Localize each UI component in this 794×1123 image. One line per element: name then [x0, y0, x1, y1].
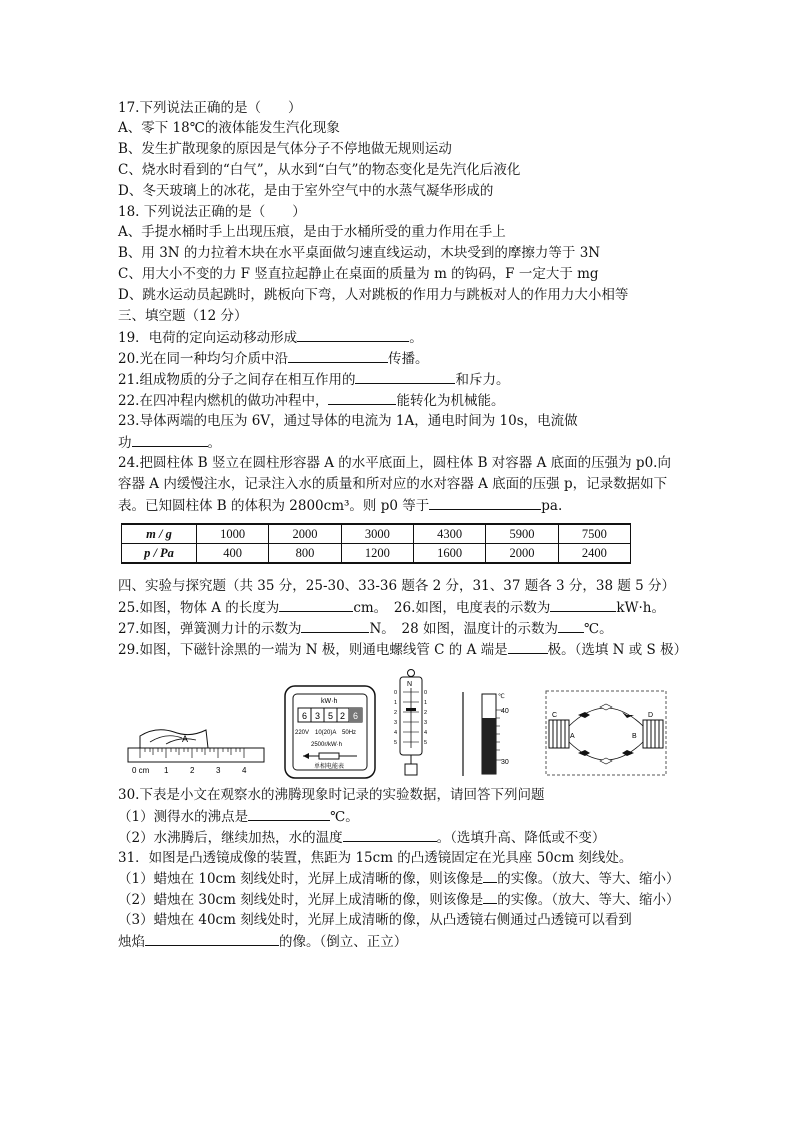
scale-pointer: [406, 708, 416, 711]
answer-blank[interactable]: [355, 369, 455, 384]
object-a-shape: [140, 730, 208, 748]
solenoid-figure: [545, 690, 667, 776]
answer-blank[interactable]: [132, 432, 208, 447]
scale-number: 3: [424, 720, 428, 726]
object-a-label: A: [182, 734, 189, 744]
q18-stem: 18. 下列说法正确的是（ ）: [118, 204, 306, 220]
meter-digit: 3: [315, 711, 321, 721]
q31-part3-line2: [118, 931, 407, 952]
answer-blank[interactable]: [483, 868, 497, 883]
section-heading-fill-in: 三、填空题（12 分）: [118, 308, 248, 324]
solenoid-c: [549, 720, 569, 748]
ruler-tick-label: 0 cm: [132, 766, 150, 775]
solenoid-end-label: B: [632, 733, 637, 740]
meter-digit: 6: [302, 711, 308, 721]
solenoid-label: D: [648, 712, 654, 719]
meter-digit: 6: [353, 711, 359, 721]
q21-tail: 和斥力。: [455, 372, 510, 388]
meter-spec: 220V 10(20)A 50Hz: [295, 730, 357, 736]
q24-line2: 容器 A 内缓慢注水，记录注入水的质量和所对应的水对容器 A 底面的压强 p，记录数据如下: [118, 476, 668, 492]
q17-stem: 17.下列说法正确的是（ ）: [118, 100, 302, 116]
answer-blank[interactable]: [429, 495, 541, 510]
q25-text: 25.如图，物体 A 的长度为: [118, 600, 280, 616]
solenoid-d: [643, 720, 663, 748]
table-cell: 1000: [197, 524, 269, 544]
q27-text: 27.如图，弹簧测力计的示数为: [118, 621, 302, 637]
scale-number: 2: [394, 710, 398, 716]
q24-line3: [118, 495, 562, 516]
meter-unit: kW·h: [321, 698, 338, 705]
q30-part1-tail: ℃。: [330, 809, 359, 825]
q19: [118, 327, 423, 348]
q28-tail: ℃。: [584, 621, 613, 637]
q23-tail: 。: [207, 435, 221, 451]
scale-number: 2: [424, 710, 428, 716]
meter-digit: 5: [328, 711, 334, 721]
table-cell: 800: [269, 544, 341, 564]
table-row-label: m / g: [122, 524, 197, 544]
q29: [118, 639, 687, 660]
answer-blank[interactable]: [297, 327, 409, 342]
answer-blank[interactable]: [328, 390, 396, 405]
q30-part2-tail: 。（选填升高、降低或不变）: [436, 830, 606, 846]
q24-tail: pa.: [541, 498, 563, 514]
q18-option-b: B、用 3N 的力拉着木块在水平桌面做匀速直线运动，木块受到的摩擦力等于 3N: [118, 245, 601, 261]
meter-digit: 2: [340, 711, 346, 721]
electricity-meter-figure: [283, 684, 377, 780]
answer-blank[interactable]: [248, 806, 330, 821]
table-cell: 2400: [558, 544, 630, 564]
q29-text: 29.如图，下磁针涂黑的一端为 N 极，则通电螺线管 C 的 A 端是: [118, 642, 508, 658]
q17-option-b: B、发生扩散现象的原因是气体分子不停地做无规则运动: [118, 141, 452, 157]
thermometer-liquid: [482, 718, 496, 774]
q22-text: 22.在四冲程内燃机的做功冲程中，: [118, 393, 329, 409]
scale-number: 0: [424, 690, 428, 696]
q31-part2: [118, 889, 679, 910]
q19-tail: 。: [409, 330, 423, 346]
ruler-tick-label: 1: [164, 766, 169, 775]
table-cell: 2000: [269, 524, 341, 544]
q31-part3-tail: 的像。（倒立、正立）: [279, 934, 408, 950]
answer-blank[interactable]: [301, 618, 369, 633]
answer-blank[interactable]: [343, 827, 437, 842]
table-row: [122, 544, 631, 564]
q17-option-d: D、冬天玻璃上的冰花，是由于室外空气中的水蒸气凝华形成的: [118, 183, 494, 199]
scale-number: 0: [394, 690, 398, 696]
answer-blank[interactable]: [508, 639, 548, 654]
scale-number: 5: [394, 740, 398, 746]
answer-blank[interactable]: [288, 348, 388, 363]
section-heading-experiment: 四、实验与探究题（共 35 分，25-30、33-36 题各 2 分，31、37 题各 3 分，38 题 5 分）: [118, 578, 676, 594]
table-cell: 7500: [558, 524, 630, 544]
spring-scale-figure: [392, 668, 430, 778]
ruler-tick-label: 3: [216, 766, 221, 775]
answer-blank[interactable]: [145, 931, 279, 946]
q31-part2-tail: 的实像。（放大、等大、缩小）: [497, 892, 680, 908]
meter-digits: [298, 708, 362, 722]
ruler-tick-label: 4: [242, 766, 247, 775]
scale-unit: N: [407, 681, 413, 688]
scale-number: 4: [424, 730, 428, 736]
ruler-figure: [126, 718, 266, 778]
q22: [118, 390, 504, 411]
q27-28: [118, 618, 613, 639]
scale-hook-ring: [408, 670, 415, 677]
ruler-body: [128, 748, 264, 762]
q24-text: 表。已知圆柱体 B 的体积为 2800cm³。则 p0 等于: [118, 498, 430, 514]
scale-number: 5: [424, 740, 428, 746]
meter-name: 单相电能表: [314, 764, 345, 770]
q18-option-c: C、用大小不变的力 F 竖直拉起静止在桌面的质量为 m 的钩码，F 一定大于 mg: [118, 266, 599, 282]
q23-line1: 23.导体两端的电压为 6V，通过导体的电流为 1A，通电时间为 10s，电流做: [118, 413, 578, 429]
q20-text: 20.光在同一种均匀介质中沿: [118, 351, 288, 367]
q29-tail: 极。（选填 N 或 S 极）: [547, 642, 688, 658]
meter-rate: 2500r/kW·h: [311, 742, 343, 748]
q25-26: [118, 597, 665, 618]
answer-blank[interactable]: [279, 597, 353, 612]
table-cell: 2000: [486, 544, 558, 564]
q19-text: 19．电荷的定向运动移动形成: [118, 330, 298, 346]
thermometer-label: 40: [501, 708, 509, 715]
q31-part3-text: 烛焰: [118, 934, 145, 950]
table-cell: 4300: [413, 524, 485, 544]
q18-option-a: A、手提水桶时手上出现压痕，是由于水桶所受的重力作用在手上: [118, 224, 506, 240]
q22-tail: 能转化为机械能。: [396, 393, 505, 409]
q17-option-c: C、烧水时看到的“白气”，从水到“白气”的物态变化是先汽化后液化: [118, 162, 521, 178]
q30-part1-text: （1）测得水的沸点是: [118, 809, 249, 825]
q24-data-table: [121, 523, 631, 564]
q30-part2: [118, 827, 605, 848]
q21: [118, 369, 509, 390]
q28-text: N。 28 如图，温度计的示数为: [369, 621, 559, 637]
q18-option-d: D、跳水运动员起跳时，跳板向下弯，人对跳板的作用力与跳板对人的作用力大小相等: [118, 287, 629, 303]
solenoid-label: C: [552, 712, 558, 719]
q17-option-a: A、零下 18℃的液体能发生汽化现象: [118, 120, 340, 136]
q31-part2-text: （2）蜡烛在 30cm 刻线处时，光屏上成清晰的像，则该像是: [118, 892, 484, 908]
table-row-label: p / Pa: [122, 544, 197, 564]
q23-text: 功: [118, 435, 132, 451]
q30-stem: 30.下表是小文在观察水的沸腾现象时记录的实验数据，请回答下列问题: [118, 787, 545, 803]
table-cell: 1200: [341, 544, 413, 564]
scale-number: 3: [394, 720, 398, 726]
q31-part1: [118, 868, 679, 889]
q26-text: cm。 26.如图，电度表的示数为: [353, 600, 551, 616]
q26-tail: kW·h。: [616, 600, 665, 616]
scale-number: 1: [394, 700, 398, 706]
ruler-tick-label: 2: [190, 766, 195, 775]
q20: [118, 348, 428, 369]
q31-part1-text: （1）蜡烛在 10cm 刻线处时，光屏上成清晰的像，则该像是: [118, 871, 484, 887]
q30-part2-text: （2）水沸腾后，继续加热，水的温度: [118, 830, 343, 846]
solenoid-end-label: A: [570, 733, 575, 740]
q30-part1: [118, 806, 359, 827]
q31-part1-tail: 的实像。（放大、等大、缩小）: [497, 871, 680, 887]
hanging-weight: [405, 764, 417, 775]
table-row: [122, 524, 631, 544]
table-cell: 1600: [413, 544, 485, 564]
answer-blank[interactable]: [550, 597, 616, 612]
q23-line2: [118, 432, 221, 453]
table-cell: 400: [197, 544, 269, 564]
q21-text: 21.组成物质的分子之间存在相互作用的: [118, 372, 356, 388]
thermometer-ticks: [496, 710, 502, 760]
q31-stem: 31．如图是凸透镜成像的装置，焦距为 15cm 的凸透镜固定在光具座 50cm 刻线处。: [118, 850, 633, 866]
table-cell: 5900: [486, 524, 558, 544]
table-cell: 3000: [341, 524, 413, 544]
q24-line1: 24.把圆柱体 B 竖立在圆柱形容器 A 的水平底面上，圆柱体 B 对容器 A 底面的压强为 p0.向: [118, 455, 671, 471]
q20-tail: 传播。: [387, 351, 429, 367]
scale-number: 1: [424, 700, 428, 706]
thermometer-unit: ℃: [498, 694, 505, 700]
q31-part3: （3）蜡烛在 40cm 刻线处时，光屏上成清晰的像，从凸透镜右侧通过凸透镜可以看到: [118, 912, 632, 928]
answer-blank[interactable]: [483, 889, 497, 904]
thermometer-figure: [460, 688, 524, 780]
answer-blank[interactable]: [558, 618, 584, 633]
scale-number: 4: [394, 730, 398, 736]
thermometer-label: 30: [501, 759, 509, 766]
